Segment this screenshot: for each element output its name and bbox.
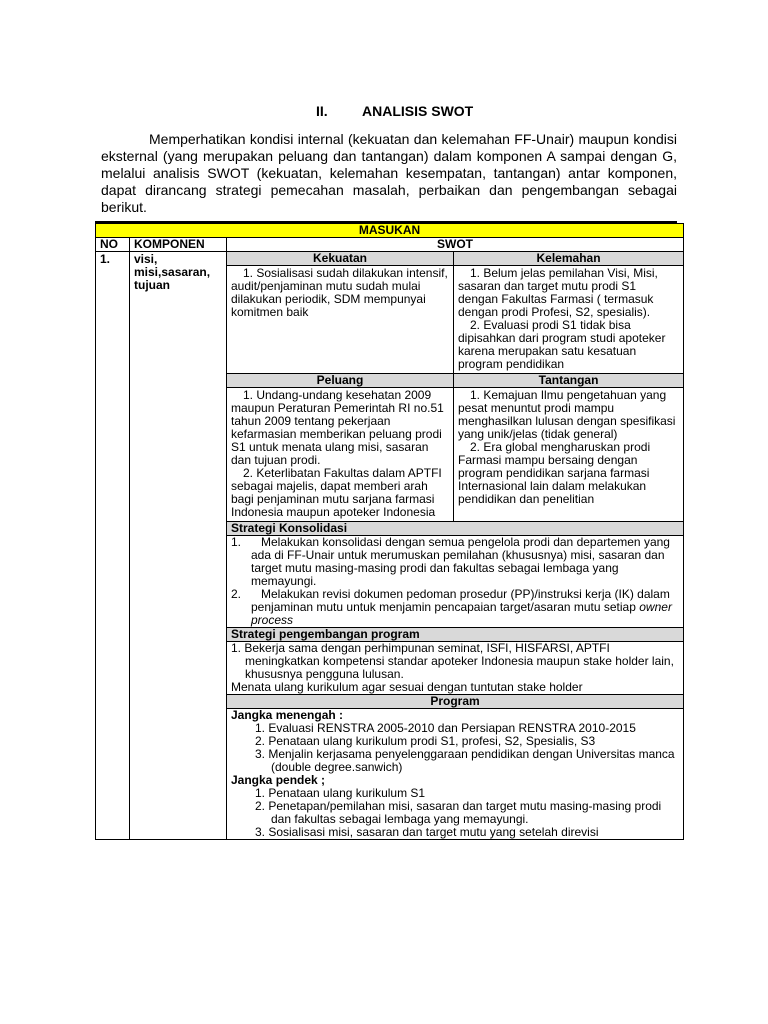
kelemahan-item: 1. Belum jelas pemilahan Visi, Misi, sasaran dan target mutu prodi S1 dengan Fakultas Farmasi ( termasuk dengan prodi Profesi, S2, spesialis). (458, 266, 658, 319)
kekuatan-title: Kekuatan (227, 252, 454, 266)
jangka-menengah-item: 1. Evaluasi RENSTRA 2005-2010 dan Persiapan RENSTRA 2010-2015 (255, 721, 636, 735)
program-body (227, 709, 684, 840)
konsolidasi-item (231, 536, 679, 588)
kelemahan-title: Kelemahan (454, 252, 684, 266)
tantangan-body (454, 388, 684, 522)
kekuatan-item: 1. Sosialisasi sudah dilakukan intensif, audit/penjaminan mutu sudah mulai dilakukan periodik, SDM mempunyai komitmen baik (231, 266, 448, 319)
pengembangan-item: Menata ulang kurikulum agar sesuai dengan tuntutan stake holder (231, 680, 583, 694)
kekuatan-kelemahan-title-row (96, 252, 684, 266)
kekuatan-body (227, 266, 454, 374)
intro-paragraph: Memperhatikan kondisi internal (kekuatan dan kelemahan FF-Unair) maupun kondisi eksternal (yang merupakan peluang dan tantangan) dalam komponen A sampai dengan G, melalui analisis SWOT (kekuatan, kelemahan kesempatan, tantangan) antar komponen, dapat dirancang strategi pemecahan masalah, perbaikan dan pengembangan sebagai berikut. (101, 131, 677, 215)
jangka-pendek-item: 3. Sosialisasi misi, sasaran dan target mutu yang setelah direvisi (255, 825, 599, 839)
jangka-pendek-title: Jangka pendek ; (231, 773, 326, 787)
kelemahan-item: 2. Evaluasi prodi S1 tidak bisa dipisahkan dari program studi apoteker karena merupakan satu kesatuan program pendidikan (458, 318, 666, 371)
peluang-title: Peluang (227, 374, 454, 388)
peluang-item: 1. Undang-undang kesehatan 2009 maupun Peraturan Pemerintah RI no.51 tahun 2009 tentang pekerjaan kefarmasian memberikan peluang prodi S1 untuk menata ulang misi, sasaran dan tujuan prodi. (231, 388, 444, 467)
tantangan-item: 2. Era global mengharuskan prodi Farmasi mampu bersaing dengan program pendidikan sarjana farmasi Internasional lain dalam melakukan pendidikan dan penelitian (458, 440, 651, 506)
jangka-menengah-item: 3. Menjalin kerjasama penyelenggaraan pendidikan dengan Universitas manca (double degree.sanwich) (255, 747, 675, 774)
jangka-menengah-item: 2. Penataan ulang kurikulum prodi S1, profesi, S2, Spesialis, S3 (255, 734, 596, 748)
strategi-pengembangan-body (227, 642, 684, 695)
masukan-header: MASUKAN (96, 224, 684, 238)
column-header-row (96, 238, 684, 252)
kelemahan-body (454, 266, 684, 374)
strategi-konsolidasi-body (227, 536, 684, 628)
konsolidasi-item-text: Melakukan revisi dokumen pedoman prosedur (PP)/instruksi kerja (IK) dalam penjaminan mutu untuk menjamin pencapaian target/asaran mutu setiap (251, 587, 670, 614)
konsolidasi-item-italic: owner process (251, 600, 672, 627)
program-title: Program (227, 695, 684, 709)
jangka-pendek-item: 2. Penetapan/pemilahan misi, sasaran dan target mutu masing-masing prodi dan fakultas sebagai lembaga yang memayungi. (255, 799, 662, 826)
col-no-header: NO (96, 238, 130, 252)
jangka-menengah-title: Jangka menengah : (231, 708, 344, 722)
col-komponen-header: KOMPONEN (130, 238, 227, 252)
jangka-pendek-item: 1. Penataan ulang kurikulum S1 (255, 786, 426, 800)
strategi-konsolidasi-title: Strategi Konsolidasi (227, 522, 684, 536)
row-number: 1. (96, 252, 130, 840)
konsolidasi-item-number: 2. (231, 587, 242, 601)
masukan-row (96, 224, 684, 238)
swot-table (95, 223, 684, 840)
konsolidasi-item (231, 588, 679, 627)
section-number: II. (316, 103, 328, 119)
konsolidasi-item-number: 1. (231, 535, 242, 549)
tantangan-title: Tantangan (454, 374, 684, 388)
col-swot-header: SWOT (227, 238, 684, 252)
konsolidasi-item-text: Melakukan konsolidasi dengan semua pengelola prodi dan departemen yang ada di FF-Unair untuk merumuskan pemilahan (khususnya) misi, sasaran dan target mutu masing-masing prodi dan fakultas sebagai lembaga yang memayungi. (251, 535, 670, 588)
section-title: ANALISIS SWOT (362, 103, 474, 119)
pengembangan-item: 1. Bekerja sama dengan perhimpunan seminat, ISFI, HISFARSI, APTFI meningkatkan kompetensi standar apoteker Indonesia maupun stake holder lain, khususnya pengguna lulusan. (231, 641, 674, 681)
tantangan-item: 1. Kemajuan Ilmu pengetahuan yang pesat menuntut prodi mampu menghasilkan lulusan dengan spesifikasi yang unik/jelas (tidak general) (458, 388, 676, 441)
peluang-item: 2. Keterlibatan Fakultas dalam APTFI sebagai majelis, dapat memberi arah bagi penjaminan mutu sarjana farmasi Indonesia maupun apoteker Indonesia (231, 466, 442, 519)
strategi-pengembangan-title: Strategi pengembangan program (227, 628, 684, 642)
row-komponen: visi, misi,sasaran, tujuan (130, 252, 227, 840)
peluang-body (227, 388, 454, 522)
